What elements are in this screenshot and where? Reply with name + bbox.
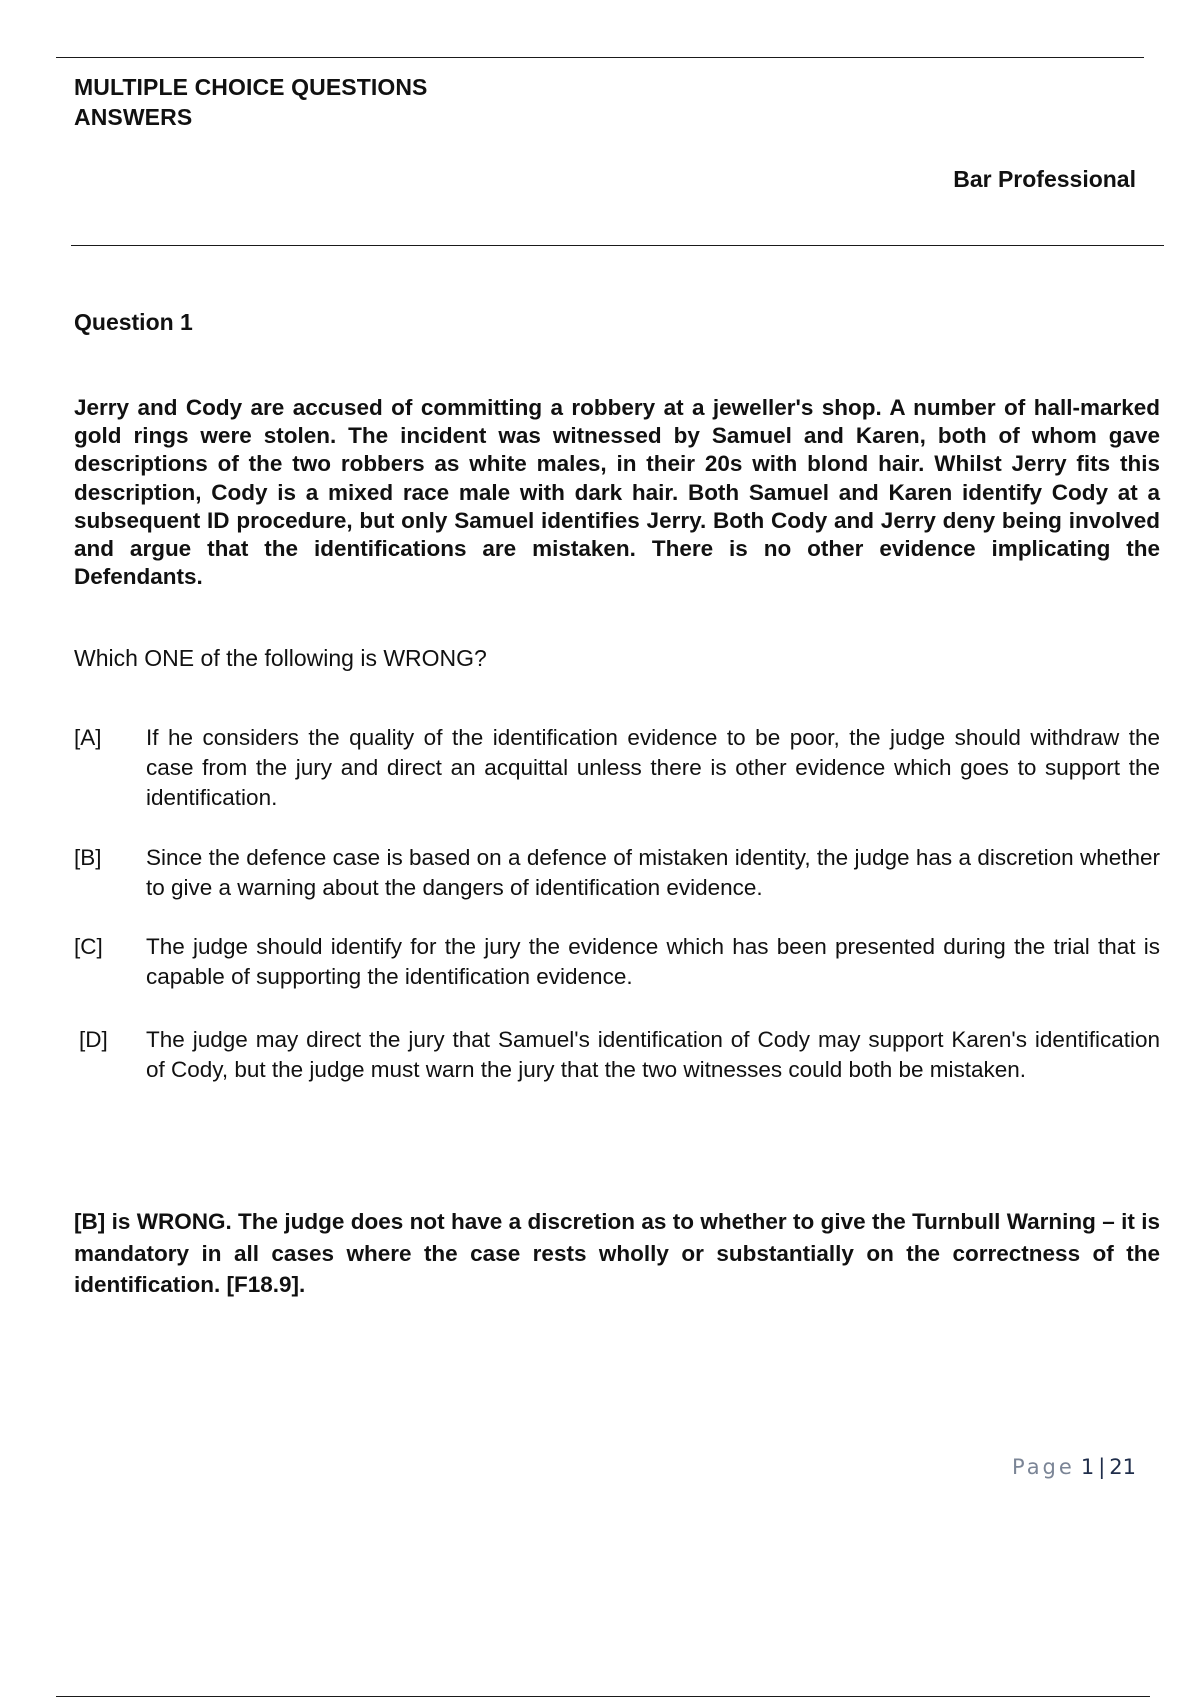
option-text: The judge should identify for the jury the evidence which has been presented during the trial that is capable of supporting the identification evidence. [146,934,1160,989]
question-scenario: Jerry and Cody are accused of committing a robbery at a jeweller's shop. A number of hall-marked gold rings were stolen. The incident was witnessed by Samuel and Karen, both of whom gave descriptions of the two robbers as white males, in their 20s with blond hair. Whilst Jerry fits this description, Cody is a mixed race male with dark hair. Both Samuel and Karen identify Cody at a subsequent ID procedure, but only Samuel identifies Jerry. Both Cody and Jerry deny being involved and argue that the identifications are mistaken. There is no other evidence implicating the Defendants. [74,395,1160,590]
page-number [1012,1453,1136,1481]
document-subtitle: ANSWERS [74,104,193,130]
option-letter: [D] [79,1027,108,1052]
option-letter: [B] [74,845,102,870]
option-b [74,843,1160,903]
option-text: Since the defence case is based on a defence of mistaken identity, the judge has a discretion whether to give a warning about the dangers of identification evidence. [146,845,1160,900]
page-label: Page [1011,1455,1075,1479]
document-title: MULTIPLE CHOICE QUESTIONS [74,74,428,100]
question-prompt: Which ONE of the following is WRONG? [74,645,487,671]
option-c [74,932,1160,992]
header-divider [71,245,1164,246]
option-a [74,723,1160,813]
answer-explanation: [B] is WRONG. The judge does not have a discretion as to whether to give the Turnbull Warning – it is mandatory in all cases where the case rests wholly or substantially on the correctness of the identification. [F18.9]. [74,1209,1160,1297]
page-total: 21 [1109,1455,1136,1479]
option-letter: [A] [74,725,102,750]
option-text: If he considers the quality of the identification evidence to be poor, the judge should withdraw the case from the jury and direct an acquittal unless there is other evidence which goes to support the identification. [146,725,1160,810]
option-letter: [C] [74,934,103,959]
top-divider [56,57,1144,58]
page-current: 1 [1080,1455,1095,1479]
option-d [74,1025,1160,1085]
brand-name: Bar Professional [953,166,1136,192]
bottom-divider [56,1696,1150,1697]
question-heading: Question 1 [74,309,193,335]
option-text: The judge may direct the jury that Samuel's identification of Cody may support Karen's identification of Cody, but the judge must warn the jury that the two witnesses could both be mistaken. [146,1027,1160,1082]
page-separator: | [1098,1455,1106,1479]
